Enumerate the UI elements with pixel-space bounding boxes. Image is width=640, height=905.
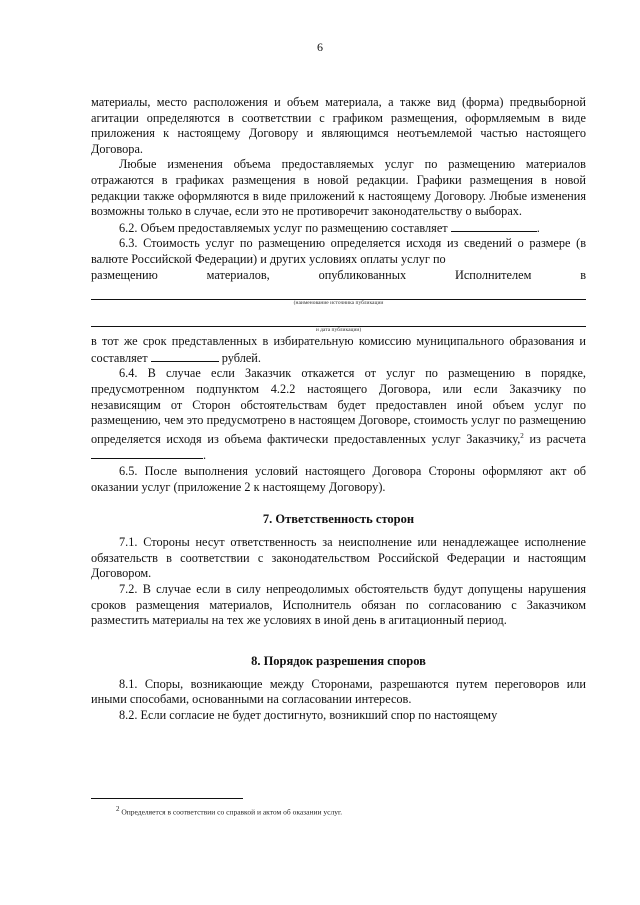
footnote-mark: 2: [116, 805, 120, 813]
document-body: [91, 95, 586, 724]
blank-volume: [451, 220, 537, 232]
section-heading-7: 7. Ответственность сторон: [262, 512, 415, 527]
paragraph-6-2-text: 6.2. Объем предоставляемых услуг по размещению составляет: [119, 220, 448, 235]
blank-line-source: [91, 285, 586, 300]
paragraph-6-4-text: 6.4. В случае если Заказчик откажется от услуг по размещению в порядке, предусмотренном подпунктом 4.2.2 настоящего Договора, или если Заказчику по независящим от Сторон обстоятельствам будет предоставлен иной объем услуг по размещению, чем это предусмотрено в настоящем Договоре, стоимость услуг по размещению определяется исходя из объема фактически предоставленных услуг Заказчику,: [91, 366, 586, 446]
paragraph-6-4: 6.4. В случае если Заказчик откажется от услуг по размещению в порядке, предусмотренном подпунктом 4.2.2 настоящего Договора, или если Заказчику по независящим от Сторон обстоятельствам будет предоставлен иной объем услуг по размещению, чем это предусмотрено в настоящем Договоре, стоимость услуг по размещению определяется исходя из объема фактически предоставленных услуг Заказчику,$^2$ из расчета .: [91, 366, 586, 463]
section-heading-8: 8. Порядок разрешения споров: [251, 653, 426, 668]
blank-amount: [151, 350, 219, 362]
word-5: в: [580, 267, 586, 282]
paragraph-8-1: 8.1. Споры, возникающие между Сторонами, разрешаются путем переговоров или иными способами, основанными на согласовании интересов.: [91, 676, 586, 707]
paragraph-7-2: 7.2. В случае если в силу непреодолимых обстоятельств будут допущены нарушения сроков размещения материалов, Исполнитель обязан по согласованию с Заказчиком разместить материалы на тех же условиях в иной день в агитационный период.: [91, 581, 586, 628]
paragraph-6-3-spread-line: [91, 268, 586, 284]
word-2: материалов,: [206, 267, 270, 282]
blank-calculation: [91, 447, 203, 459]
caption-source: (наименование источника публикации: [293, 300, 384, 307]
paragraph-6-4-end: из расчета: [529, 431, 586, 446]
page-number: 6: [317, 40, 323, 54]
paragraph-6-3-cont-b: рублей.: [221, 350, 261, 365]
word-3: опубликованных: [318, 267, 407, 282]
word-1: размещению: [91, 267, 158, 282]
paragraph-8-2: 8.2. Если согласие не будет достигнуто, возникший спор по настоящему: [119, 707, 498, 722]
footnote-ref: 2: [520, 431, 524, 440]
footnote-text: Определяется в соответствии со справкой и актом об оказании услуг.: [121, 807, 343, 817]
blank-line-date: [91, 312, 586, 327]
paragraph-intro: материалы, место расположения и объем материала, а также вид (форма) предвыборной агитации определяются в соответствии с графиком размещения, оформляемым в виде приложения к настоящему Договору и являющимся неотъемлемой частью настоящего Договора.: [91, 95, 586, 156]
footnote-rule: [91, 798, 243, 799]
word-4: Исполнителем: [454, 267, 532, 282]
paragraph-changes: Любые изменения объема предоставляемых услуг по размещению материалов отражаются в графиках размещения в новой редакции. Графики размещения в новой редакции также оформляются в виде приложений к настоящему Договору. Любые изменения возможны только в случае, если это не противоречит законодательству о выборах.: [91, 157, 586, 219]
paragraph-7-1: 7.1. Стороны несут ответственность за неисполнение или ненадлежащее исполнение обязательств в соответствии с законодательством Российской Федерации и настоящим Договором.: [91, 535, 586, 581]
paragraph-6-3-cont-a: в тот же срок представленных в избирательную комиссию муниципального образования и составляет: [91, 334, 586, 365]
paragraph-6-5: 6.5. После выполнения условий настоящего Договора Стороны оформляют акт об оказании услуг (приложение 2 к настоящему Договору).: [91, 463, 586, 494]
paragraph-6-2: 6.2. Объем предоставляемых услуг по размещению составляет .: [119, 220, 540, 235]
footnote: [116, 805, 342, 817]
paragraph-6-3-continuation: [91, 334, 586, 366]
caption-date: и дата публикации): [315, 327, 362, 334]
paragraph-6-3: 6.3. Стоимость услуг по размещению определяется исходя из сведений о размере (в валюте Российской Федерации) и других условиях оплаты услуг по: [91, 236, 586, 266]
